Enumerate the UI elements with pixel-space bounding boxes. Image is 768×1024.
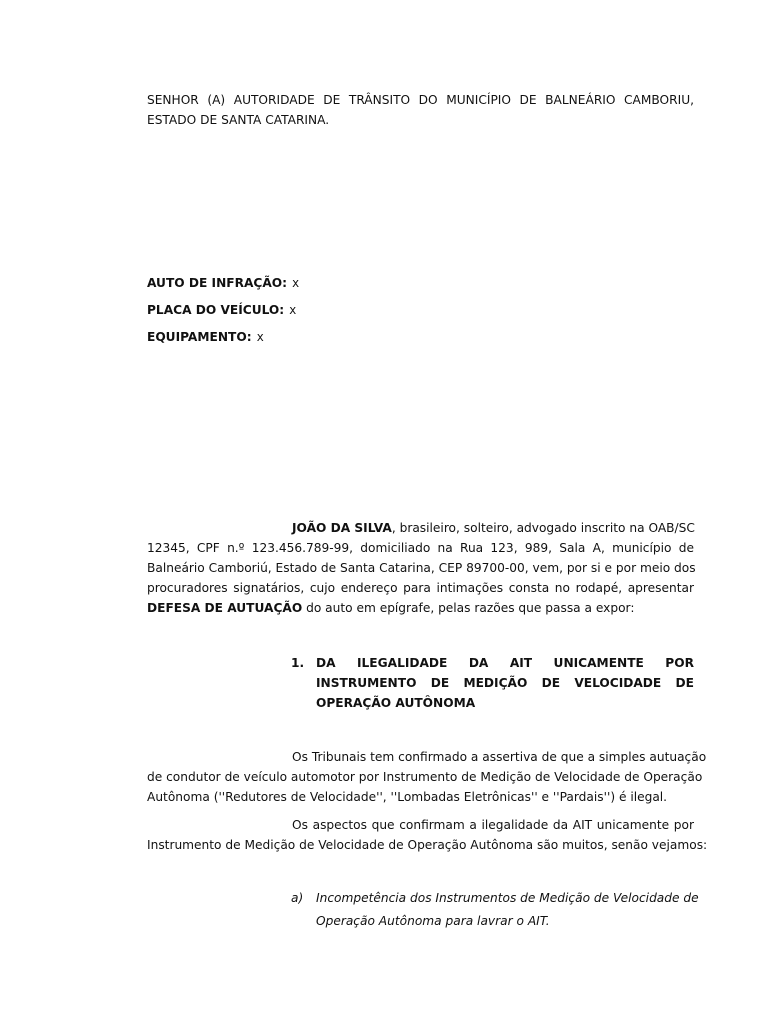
section-heading-line-2: INSTRUMENTO DE MEDIÇÃO DE VELOCIDADE DE — [316, 676, 694, 690]
section-heading-line-3: OPERAÇÃO AUTÔNOMA — [316, 696, 476, 710]
paragraph-aspects — [147, 815, 708, 855]
field-equipment — [147, 330, 264, 344]
field-infraction — [147, 276, 299, 290]
paragraph-line-1: Os Tribunais tem confirmado a assertiva de que a simples autuação — [292, 750, 707, 764]
intro-paragraph — [147, 518, 694, 618]
list-item-line-2: Operação Autônoma para lavrar o AIT. — [316, 914, 550, 928]
field-plate — [147, 303, 296, 317]
party-name: JOÃO DA SILVA — [292, 521, 392, 535]
intro-line-5: DEFESA DE AUTUAÇÃO do auto em epígrafe, pelas razões que passa a expor: — [147, 601, 635, 615]
field-value: x — [289, 303, 297, 317]
paragraph-courts — [147, 747, 707, 807]
paragraph-line-2: Instrumento de Medição de Velocidade de Operação Autônoma são muitos, senão vejamos: — [147, 838, 708, 852]
section-heading-1 — [291, 653, 694, 713]
intro-line-4: procuradores signatários, cujo endereço para intimações consta no rodapé, apresentar — [147, 581, 694, 595]
paragraph-line-3: Autônoma (''Redutores de Velocidade'', ''Lombadas Eletrônicas'' e ''Pardais'') é ilegal. — [147, 790, 668, 804]
field-label: PLACA DO VEÍCULO: — [147, 303, 285, 317]
addressee-line-2: ESTADO DE SANTA CATARINA. — [147, 113, 330, 127]
list-item-label: a) — [291, 891, 304, 905]
list-item-a — [291, 887, 699, 933]
intro-line-1: JOÃO DA SILVA, brasileiro, solteiro, advogado inscrito na OAB/SC — [292, 521, 695, 535]
intro-line-3: Balneário Camboriú, Estado de Santa Catarina, CEP 89700-00, vem, por si e por meio dos — [147, 561, 696, 575]
field-value: x — [292, 276, 300, 290]
defense-title: DEFESA DE AUTUAÇÃO — [147, 601, 303, 615]
paragraph-line-1: Os aspectos que confirmam a ilegalidade da AIT unicamente por — [292, 818, 694, 832]
list-item-line-1: Incompetência dos Instrumentos de Medição de Velocidade de — [316, 891, 699, 905]
addressee — [147, 90, 694, 130]
intro-line-2: 12345, CPF n.º 123.456.789-99, domiciliado na Rua 123, 989, Sala A, município de — [147, 541, 694, 555]
field-label: EQUIPAMENTO: — [147, 330, 252, 344]
field-value: x — [256, 330, 264, 344]
field-label: AUTO DE INFRAÇÃO: — [147, 276, 288, 290]
addressee-line-1: SENHOR (A) AUTORIDADE DE TRÂNSITO DO MUNICÍPIO DE BALNEÁRIO CAMBORIU, — [147, 93, 694, 107]
paragraph-line-2: de condutor de veículo automotor por Instrumento de Medição de Velocidade de Operação — [147, 770, 703, 784]
section-number: 1. — [291, 656, 305, 670]
section-heading-line-1: DA ILEGALIDADE DA AIT UNICAMENTE POR — [316, 656, 694, 670]
